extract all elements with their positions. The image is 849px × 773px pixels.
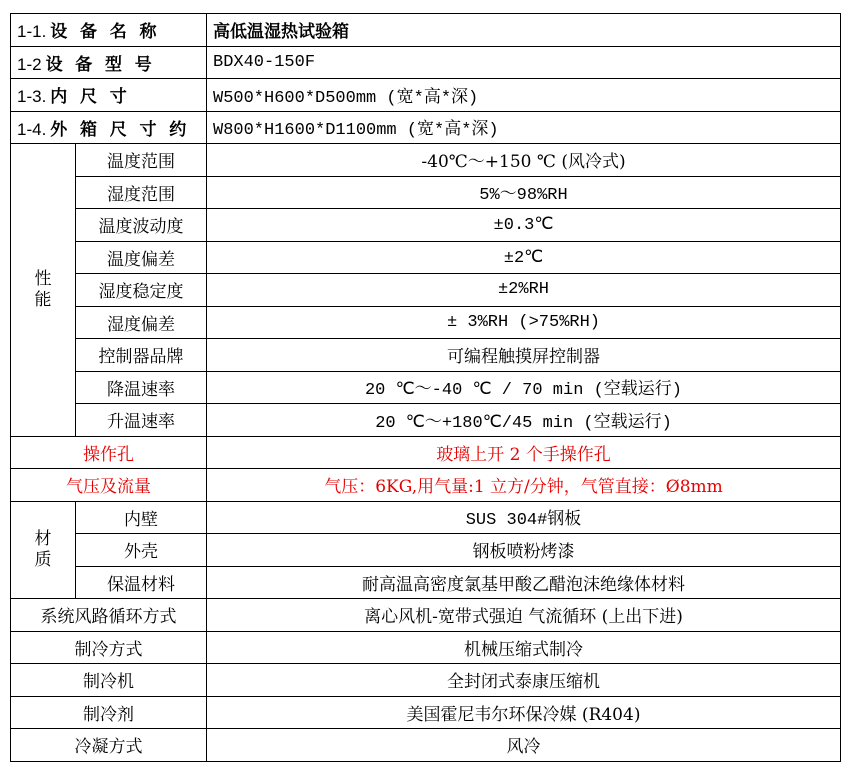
row-label: 降温速率 [76,371,207,404]
row-label: 操作孔 [11,436,207,469]
table-row [11,14,841,47]
table-row [11,696,841,729]
row-value: 美国霍尼韦尔环保冷媒 (R404) [207,696,841,729]
row-label: 1-3. 内 尺 寸 [11,79,207,112]
table-row [11,241,841,274]
table-row [11,436,841,469]
table-row [11,599,841,632]
table-row [11,339,841,372]
row-label: 湿度范围 [76,176,207,209]
row-label: 外壳 [76,534,207,567]
table-row [11,79,841,112]
row-label: 温度波动度 [76,209,207,242]
row-label: 冷凝方式 [11,729,207,762]
row-value: 风冷 [207,729,841,762]
inner-size-value: W500*H600*D500mm (宽*高*深) [207,79,841,112]
spec-table [10,13,841,762]
row-value: 5%～98%RH [207,176,841,209]
outer-size-value: W800*H1600*D1100mm (宽*高*深) [207,111,841,144]
row-label: 保温材料 [76,566,207,599]
table-row [11,209,841,242]
equipment-name: 高低温湿热试验箱 [207,14,841,47]
row-value: 玻璃上开 2 个手操作孔 [207,436,841,469]
row-value: 气压：6KG,用气量:1 立方/分钟，气管直接：Ø8mm [207,469,841,502]
row-value: 可编程触摸屏控制器 [207,339,841,372]
row-label: 制冷剂 [11,696,207,729]
row-value: 20 ℃～+180℃/45 min (空载运行) [207,404,841,437]
row-label: 控制器品牌 [76,339,207,372]
performance-group-label: 性 能 [11,144,76,437]
row-label: 1-2 设 备 型 号 [11,46,207,79]
table-row [11,566,841,599]
table-row [11,469,841,502]
row-label: 内壁 [76,501,207,534]
row-value: 离心风机-宽带式强迫 气流循环 (上出下进) [207,599,841,632]
table-row [11,534,841,567]
row-label: 制冷方式 [11,631,207,664]
row-label: 温度偏差 [76,241,207,274]
row-label: 制冷机 [11,664,207,697]
row-value: 全封闭式泰康压缩机 [207,664,841,697]
row-label: 气压及流量 [11,469,207,502]
table-row [11,501,841,534]
row-value: ± 3%RH (>75%RH) [207,306,841,339]
table-row [11,111,841,144]
row-value: 钢板喷粉烤漆 [207,534,841,567]
row-value: 20 ℃～-40 ℃ / 70 min (空载运行) [207,371,841,404]
table-row [11,176,841,209]
row-value: ±2%RH [207,274,841,307]
row-value: -40℃～+150 ℃ (风冷式) [207,144,841,177]
row-label: 1-1. 设 备 名 称 [11,14,207,47]
table-row [11,46,841,79]
row-label: 湿度稳定度 [76,274,207,307]
table-row [11,306,841,339]
row-value: 耐高温高密度氯基甲酸乙醋泡沫绝缘体材料 [207,566,841,599]
row-label: 升温速率 [76,404,207,437]
model-value: BDX40-150F [207,46,841,79]
row-value: 机械压缩式制冷 [207,631,841,664]
table-row [11,144,841,177]
table-row [11,729,841,762]
row-label: 温度范围 [76,144,207,177]
row-label: 湿度偏差 [76,306,207,339]
table-row [11,371,841,404]
row-value: ±0.3℃ [207,209,841,242]
row-value: ±2℃ [207,241,841,274]
material-group-label: 材 质 [11,501,76,599]
row-value: SUS 304#钢板 [207,501,841,534]
table-row [11,664,841,697]
table-row [11,631,841,664]
table-row [11,404,841,437]
row-label: 系统风路循环方式 [11,599,207,632]
row-label: 1-4. 外 箱 尺 寸 约 [11,111,207,144]
table-row [11,274,841,307]
